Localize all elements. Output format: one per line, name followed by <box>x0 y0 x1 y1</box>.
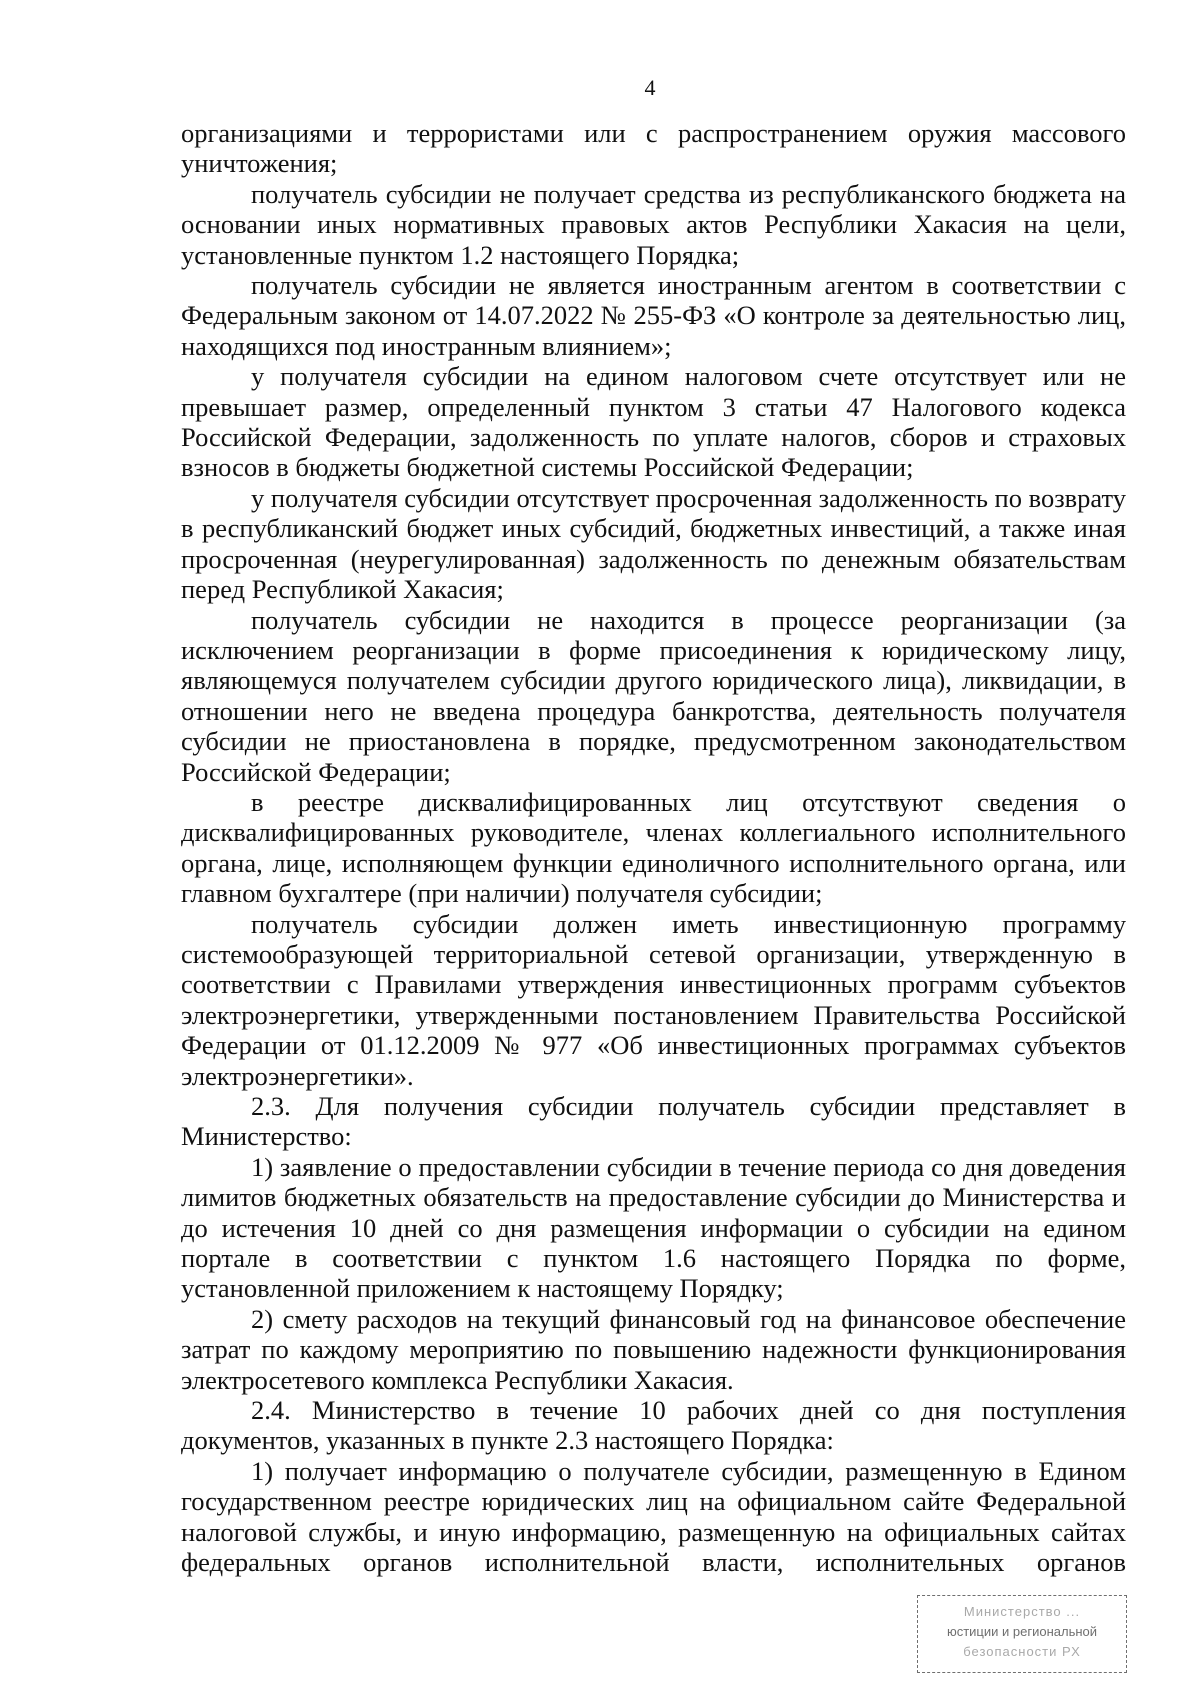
paragraph: получатель субсидии не является иностранным агентом в соответствии с Федеральным законом от 14.07.2022 № 255-ФЗ «О контроле за деятельностью лиц, находящихся под иностранным влиянием»; <box>181 270 1126 361</box>
stamp-line: безопасности РХ <box>963 1644 1081 1659</box>
paragraph: 2.4. Министерство в течение 10 рабочих дней со дня поступления документов, указанных в пункте 2.3 настоящего Порядка: <box>181 1395 1126 1456</box>
paragraph: 1) получает информацию о получателе субсидии, размещенную в Едином государственном реестре юридических лиц на официальном сайте Федеральной налоговой службы, и иную информацию, размещенную на официальных сайтах федеральных органов исполнительной власти, исполнительных органов <box>181 1455 1126 1578</box>
paragraph: организациями и террористами или с распространением оружия массового уничтожения; <box>181 118 1126 179</box>
paragraph: получатель субсидии не получает средства из республиканского бюджета на основании иных нормативных правовых актов Республики Хакасия на цели, установленные пунктом 1.2 настоящего Порядка; <box>181 178 1126 270</box>
stamp-line: Министерство ... <box>963 1604 1081 1619</box>
paragraph: 2) смету расходов на текущий финансовый год на финансовое обеспечение затрат по каждому мероприятию по повышению надежности функционирования электросетевого комплекса Республики Хакасия. <box>181 1303 1126 1395</box>
registration-stamp <box>917 1595 1127 1673</box>
paragraph: 1) заявление о предоставлении субсидии в течение периода со дня доведения лимитов бюджетных обязательств на предоставление субсидии до Министерства и до истечения 10 дней со дня размещения информации о субсидии на едином портале в соответствии с пунктом 1.6 настоящего Порядка по форме, установленной приложением к настоящему Порядку; <box>181 1151 1126 1304</box>
paragraph: у получателя субсидии отсутствует просроченная задолженность по возврату в республиканский бюджет иных субсидий, бюджетных инвестиций, а также иная просроченная (неурегулированная) задолженность по денежным обязательствам перед Республикой Хакасия; <box>181 482 1126 605</box>
stamp-line: юстиции и региональной <box>946 1624 1098 1639</box>
paragraph: получатель субсидии не находится в процессе реорганизации (за исключением реорганизации в форме присоединения к юридическому лицу, являющемуся получателем субсидии другого юридического лица), ликвидации, в отношении него не введена процедура банкротства, деятельность получателя субсидии не приостановлена в порядке, предусмотренном законодательством Российской Федерации; <box>181 604 1126 787</box>
body-text <box>181 118 1126 1578</box>
paragraph: у получателя субсидии на едином налоговом счете отсутствует или не превышает размер, определенный пунктом 3 статьи 47 Налогового кодекса Российской Федерации, задолженность по уплате налогов, сборов и страховых взносов в бюджеты бюджетной системы Российской Федерации; <box>181 361 1126 483</box>
paragraph: получатель субсидии должен иметь инвестиционную программу системообразующей территориальной сетевой организации, утвержденную в соответствии с Правилами утверждения инвестиционных программ субъектов электроэнергетики, утвержденными постановлением Правительства Российской Федерации от 01.12.2009 № 977 «Об инвестиционных программах субъектов электроэнергетики». <box>181 908 1126 1091</box>
paragraph: в реестре дисквалифицированных лиц отсутствуют сведения о дисквалифицированных руководителе, членах коллегиального исполнительного органа, лице, исполняющем функции единоличного исполнительного органа, или главном бухгалтере (при наличии) получателя субсидии; <box>181 786 1126 909</box>
paragraph: 2.3. Для получения субсидии получатель субсидии представляет в Министерство: <box>181 1091 1126 1152</box>
page-number: 4 <box>644 75 656 100</box>
